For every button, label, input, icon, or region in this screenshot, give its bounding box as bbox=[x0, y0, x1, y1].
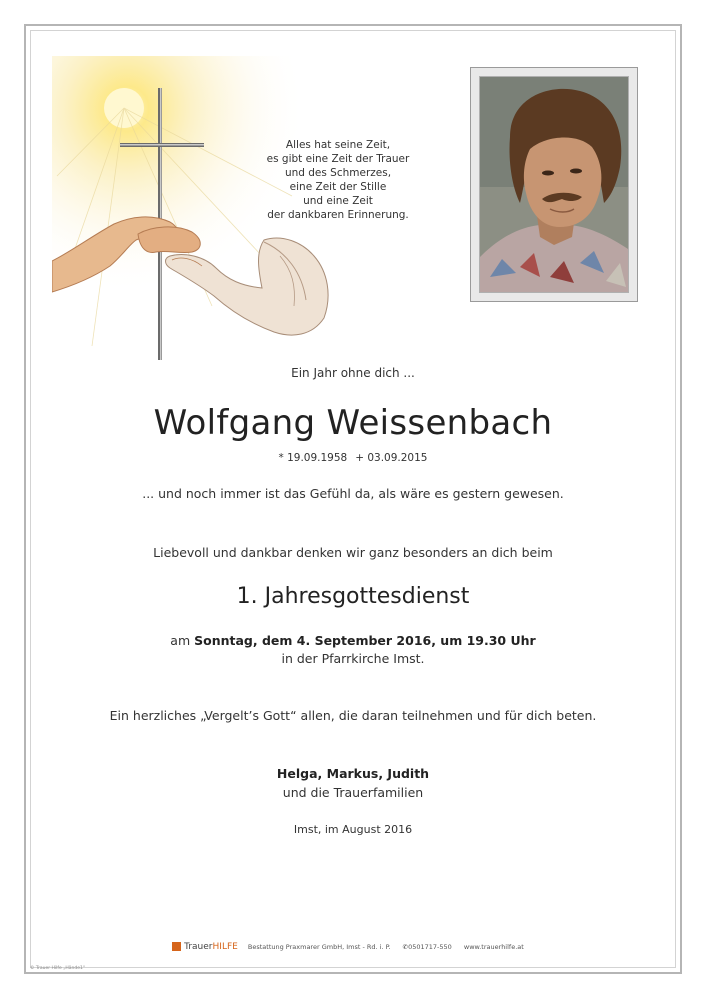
event-datetime-value: Sonntag, dem 4. September 2016, um 19.30 Uhr bbox=[194, 633, 536, 648]
event-location: in der Pfarrkirche Imst. bbox=[281, 651, 425, 666]
death-date: + 03.09.2015 bbox=[355, 452, 428, 464]
trauerhilfe-logo-icon bbox=[172, 942, 181, 951]
poem-line: und des Schmerzes, bbox=[284, 167, 392, 179]
brand-name-part2: HILFE bbox=[212, 942, 238, 952]
event-title: 1. Jahresgottesdienst bbox=[236, 584, 470, 609]
poem-line: es gibt eine Zeit der Trauer bbox=[266, 153, 410, 165]
poem-line: und eine Zeit bbox=[303, 195, 373, 207]
event-datetime-prefix: am bbox=[170, 633, 191, 648]
mourners-names: Helga, Markus, Judith bbox=[276, 766, 430, 781]
memorial-poem bbox=[258, 138, 418, 222]
birth-date: * 19.09.1958 bbox=[278, 452, 348, 464]
deceased-name: Wolfgang Weissenbach bbox=[153, 403, 553, 443]
thanks-line: Ein herzliches „Vergelt’s Gott“ allen, die daran teilnehmen und für dich beten. bbox=[109, 708, 597, 723]
website-link[interactable]: www.trauerhilfe.at bbox=[463, 943, 524, 951]
brand-name-part1: Trauer bbox=[184, 942, 213, 952]
copyright-note: © Trauer Hilfe „Hände1“ bbox=[30, 966, 86, 971]
company-info: Bestattung Praxmarer GmbH, Imst - Rd. i. P. bbox=[247, 943, 391, 951]
poem-line: der dankbaren Erinnerung. bbox=[267, 209, 409, 221]
poem-line: Alles hat seine Zeit, bbox=[285, 139, 391, 151]
phone-number-text: 0501717-550 bbox=[408, 943, 452, 951]
mourners-families: und die Trauerfamilien bbox=[282, 785, 424, 800]
feeling-line: ... und noch immer ist das Gefühl da, als wäre es gestern gewesen. bbox=[142, 486, 564, 501]
portrait-image bbox=[480, 77, 628, 292]
phone-number bbox=[403, 943, 452, 951]
poem-line: eine Zeit der Stille bbox=[289, 181, 387, 193]
portrait-photo-frame bbox=[470, 67, 638, 302]
life-dates bbox=[40, 452, 666, 464]
event-datetime bbox=[40, 633, 666, 648]
footer bbox=[40, 942, 666, 952]
place-and-date: Imst, im August 2016 bbox=[293, 823, 413, 836]
remembrance-line: Liebevoll und dankbar denken wir ganz besonders an dich beim bbox=[153, 545, 553, 560]
phone-icon: ✆ bbox=[402, 943, 409, 951]
portrait-photo bbox=[479, 76, 629, 293]
intro-line: Ein Jahr ohne dich ... bbox=[291, 366, 415, 380]
